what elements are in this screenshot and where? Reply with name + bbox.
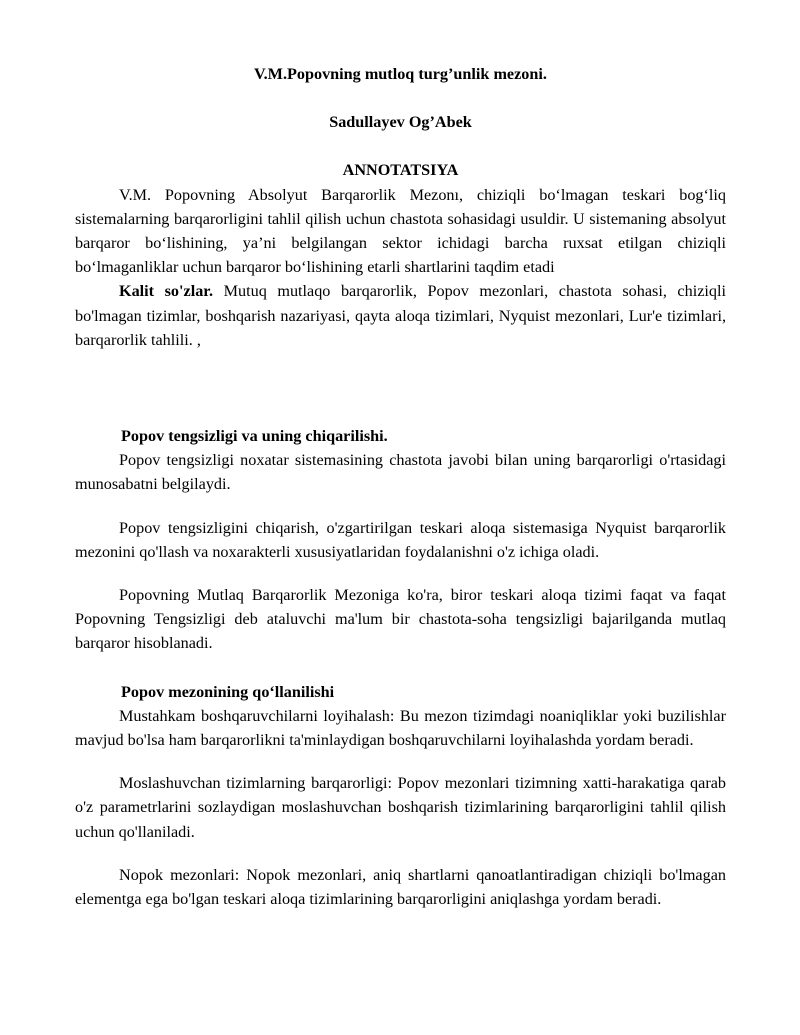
paragraph: Nopok mezonlari: Nopok mezonlari, aniq shartlarni qanoatlantiradigan chiziqli bo'lmagan elementga ega bo'lgan teskari aloqa tizimlarining barqarorligini aniqlashga yordam beradi. xyxy=(75,865,726,909)
paragraph: Mustahkam boshqaruvchilarni loyihalash: Bu mezon tizimdagi noaniqliklar yoki buzilishlar mavjud bo'lsa ham barqarorlikni ta'minlaydigan boshqaruvchilarni loyihalashda yordam beradi. xyxy=(75,706,726,750)
keywords-text: Mutuq mutlaqo barqarorlik, Popov mezonlari, chastota sohasi, chiziqli bo'lmagan tizimlar, boshqarish nazariyasi, qayta aloqa tizimlari, Nyquist mezonlari, Lur'e tizimlari, barqarorlik tahlili. , xyxy=(75,282,726,349)
annotation-paragraph: V.M. Popovning Absolyut Barqarorlik Mezonı, chiziqli bo‘lmagan teskari bog‘liq sistemalarning barqarorligini tahlil qilish uchun chastota sohasidagi usuldir. U sistemaning absolyut barqaror bo‘lishining, ya’ni belgilangan sektor ichidagi barcha ruxsat etilgan chiziqli bo‘lmaganliklar uchun barqaror bo‘lishining etarli shartlarini taqdim etadi xyxy=(75,185,726,277)
document-title: V.M.Popovning mutloq turg’unlik mezoni. xyxy=(254,65,547,83)
keywords-paragraph xyxy=(75,279,726,352)
paragraph: Moslashuvchan tizimlarning barqarorligi: Popov mezonlari tizimning xatti-harakatiga qarab o'z parametrlarini sozlaydigan moslashuvchan boshqarish tizimlarining barqarorligini tahlil qilish uchun qo'llaniladi. xyxy=(75,774,726,841)
keywords-label: Kalit so'zlar. xyxy=(119,282,214,301)
author-name: Sadullayev Og’Abek xyxy=(329,113,472,132)
paragraph: Popov tengsizligini chiqarish, o'zgartirilgan teskari aloqa sistemasiga Nyquist barqarorlik mezonini qo'llash va noxarakterli xususiyatlaridan foydalanishni o'z ichiga oladi. xyxy=(75,518,726,561)
section-spacer xyxy=(75,352,726,424)
annotation-heading: ANNOTATSIYA xyxy=(342,161,459,180)
paragraph: Popovning Mutlaq Barqarorlik Mezoniga ko'ra, biror teskari aloqa tizimi faqat va faqat Popovning Tengsizligi deb ataluvchi ma'lum bir chastota-soha tengsizligi bajarilganda mutlaq barqaror hisoblanadi. xyxy=(75,586,726,653)
paragraph: Popov tengsizligi noxatar sistemasining chastota javobi bilan uning barqarorligi o'rtasidagi munosabatni belgilaydi. xyxy=(75,451,726,494)
document-page xyxy=(75,62,726,911)
section-heading-popov-inequality: Popov tengsizligi va uning chiqarilishi. xyxy=(121,427,388,446)
section-spacer xyxy=(75,656,726,680)
section-heading-popov-application: Popov mezonining qo‘llanilishi xyxy=(121,682,335,701)
